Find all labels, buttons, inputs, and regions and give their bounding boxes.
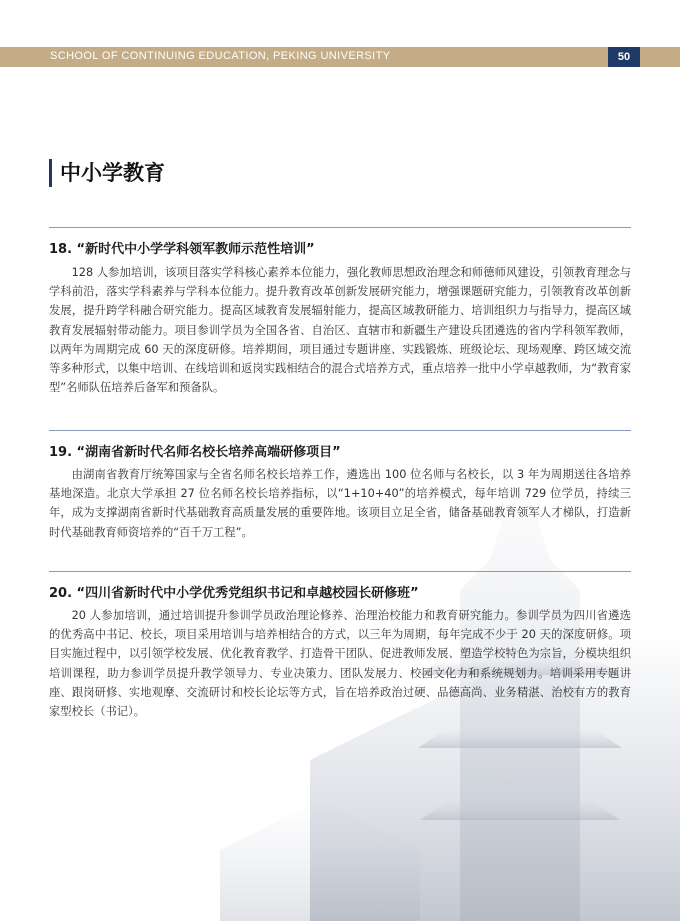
item-20-title: 20. “四川省新时代中小学优秀党组织书记和卓越校园长研修班” [49, 586, 419, 601]
item-divider [49, 227, 631, 228]
section-accent-bar [49, 159, 52, 187]
item-19-title: 19. “湖南省新时代名师名校长培养高端研修项目” [49, 445, 341, 460]
section-title: 中小学教育 [60, 161, 165, 185]
item-19-body: 由湖南省教育厅统筹国家与全省名师名校长培养工作，遴选出 100 位名师与名校长，以 3 年为周期送往各培养基地深造。北京大学承担 27 位名师名校长培养指标，以“1+10+40”的培养模式，每年培训 729 位学员，持续三年，成为支撑湖南省新时代基础教育高质量发展的重要阵地。该项目立足全省，储备基础教育领军人才梯队，打造新时代基础教育师资培养的“百千万工程”。 [49, 468, 631, 539]
header-school-name: SCHOOL OF CONTINUING EDUCATION, PEKING UNIVERSITY [50, 50, 391, 62]
item-18-body: 128 人参加培训，该项目落实学科核心素养本位能力，强化教师思想政治理念和师德师风建设，引领教育理念与学科前沿，落实学科素养与学科本位能力。提升教育改革创新发展研究能力，增强课题研究能力，引领教育改革创新发展，提升跨学科融合研究能力。提高区域教育发展辐射能力，提高区域教研能力、培训组织力与指导力，提高区域教育发展辐射带动能力。项目参训学员为全国各省、自治区、直辖市和新疆生产建设兵团遴选的省内学科领军教师，以两年为周期完成 60 天的深度研修。培养期间，项目通过专题讲座、实践锻炼、班级论坛、现场观摩、跨区域交流等多种形式，以集中培训、在线培训和返岗实践相结合的混合式培养方式，重点培养一批中小学卓越教师，为“教育家型”名师队伍培养后备军和预备队。 [49, 266, 631, 395]
item-18-title: 18. “新时代中小学学科领军教师示范性培训” [49, 242, 315, 257]
page-number: 50 [608, 47, 640, 67]
item-divider [49, 430, 631, 431]
item-20-body: 20 人参加培训，通过培训提升参训学员政治理论修养、治理治校能力和教育研究能力。参训学员为四川省遴选的优秀高中书记、校长，项目采用培训与培养相结合的方式，以三年为周期，每年完成不少于 20 天的深度研修。项目实施过程中，以引领学校发展、优化教育教学、打造骨干团队、促进教师发展、塑造学校特色为宗旨，分模块组织培训课程，助力参训学员提升教学领导力、专业决策力、团队发展力、校园文化力和系统规划力。培训采用专题讲座、跟岗研修、实地观摩、交流研讨和校长论坛等方式，旨在培养政治过硬、品德高尚、业务精湛、治校有方的教育家型校长（书记）。 [49, 609, 631, 719]
item-divider [49, 571, 631, 572]
